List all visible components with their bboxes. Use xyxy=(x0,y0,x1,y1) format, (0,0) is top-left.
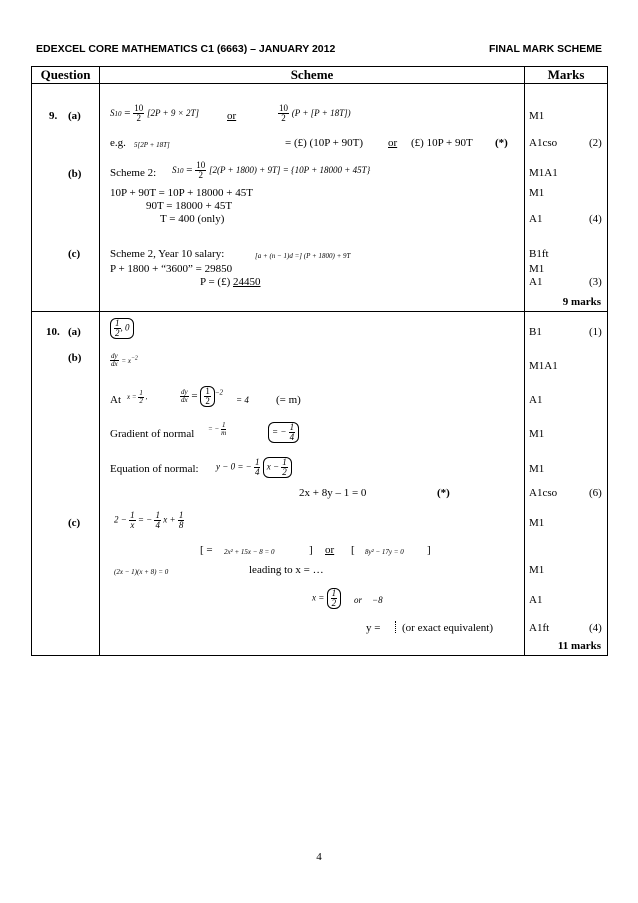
q9a-or: or xyxy=(227,110,237,122)
q10c-factorised: (2x − 1)(x + 8) = 0 xyxy=(114,568,169,576)
q10b-at: At xyxy=(110,394,121,406)
q10a-point: $\frac{1}{2}$ , 0 xyxy=(110,318,134,339)
q10b-total: (6) xyxy=(589,487,602,499)
q10c-mark-3: A1 xyxy=(529,594,543,606)
q10-part-b: (b) xyxy=(68,352,82,364)
page-number: 4 xyxy=(316,851,322,863)
q9a-total: (2) xyxy=(589,137,602,149)
q10b-mark-4: M1 xyxy=(529,463,545,475)
q9c-equation: P + 1800 + “3600” = 29850 xyxy=(110,263,233,275)
q10c-bracket-open: [ = xyxy=(200,544,213,556)
q9b-answer: T = 400 (only) xyxy=(160,213,225,225)
q9a-eg: e.g. xyxy=(110,137,126,149)
q9-part-c: (c) xyxy=(68,248,81,260)
q10b-mark-1: M1A1 xyxy=(529,360,558,372)
q10c-y-label: y = xyxy=(366,622,381,634)
q9b-scheme2-label: Scheme 2: xyxy=(110,167,157,179)
q9a-star: (*) xyxy=(495,137,508,149)
q10b-equation-label: Equation of normal: xyxy=(110,463,199,475)
q10b-m: (= m) xyxy=(276,394,301,406)
q10b-x-value: x = $\frac{1}{2}$ , xyxy=(127,389,148,405)
q9c-label: Scheme 2, Year 10 salary: xyxy=(110,248,225,260)
q9a-result-2: (£) 10P + 90T xyxy=(411,137,473,149)
q10c-exact-equivalent: (or exact equivalent) xyxy=(402,622,494,634)
q10c-or-2: or xyxy=(354,595,363,605)
q10b-star: (*) xyxy=(437,487,450,499)
q9c-mark-1: B1ft xyxy=(529,248,549,260)
column-header-marks: Marks xyxy=(525,67,608,84)
q9a-or-2: or xyxy=(388,137,398,149)
q9a-sum-formula-1: S10 = $\frac{10}{2}$ [2P + 9 × 2T] xyxy=(110,103,199,123)
q10c-bracket-open-2: [ xyxy=(351,544,355,556)
q10c-y-value-placeholder xyxy=(395,621,397,633)
q10c-mark-1: M1 xyxy=(529,517,545,529)
q9c-total: (3) xyxy=(589,276,602,288)
question-10-row xyxy=(32,312,608,656)
q10b-gradient-value: = 4 xyxy=(236,395,249,405)
q10b-mark-3: M1 xyxy=(529,428,545,440)
q9b-mark-1: M1A1 xyxy=(529,167,558,179)
q10c-bracket-close: ] xyxy=(309,544,313,556)
q10-part-a: (a) xyxy=(68,326,81,338)
q10c-intersection-equation: 2 − $\frac{1}{x}$ = − $\frac{1}{4}$ x + $\frac{1}{8}$ xyxy=(114,510,184,530)
q9a-eg-expression: 5[2P + 18T] xyxy=(134,141,170,149)
q9-total-marks: 9 marks xyxy=(562,296,601,308)
q9c-formula: [a + (n − 1)d =] (P + 1800) + 9T xyxy=(255,252,351,260)
q10c-x-solution-2: −8 xyxy=(372,595,383,605)
q10c-x-solution: x = $\frac{1}{2}$ xyxy=(312,588,341,609)
q10a-total: (1) xyxy=(589,326,602,338)
q9b-mark-2: M1 xyxy=(529,187,545,199)
q10c-quadratic-x: 2x² + 15x − 8 = 0 xyxy=(224,548,275,556)
q9a-mark-1: M1 xyxy=(529,110,545,122)
q10c-or: or xyxy=(325,544,335,556)
q10b-mark-2: A1 xyxy=(529,394,543,406)
q9a-result-1: = (£) (10P + 90T) xyxy=(285,137,363,149)
q9b-equation-1: 10P + 90T = 10P + 18000 + 45T xyxy=(110,187,253,199)
q10-number: 10. xyxy=(46,326,60,338)
q10b-normal-gradient-label: Gradient of normal xyxy=(110,428,195,440)
header-scheme-label: FINAL MARK SCHEME xyxy=(489,43,602,55)
column-header-question: Question xyxy=(32,67,100,84)
q10b-mark-5: A1cso xyxy=(529,487,558,499)
q10-total-marks: 11 marks xyxy=(557,640,601,652)
q10c-mark-2: M1 xyxy=(529,564,545,576)
q9c-mark-2: M1 xyxy=(529,263,545,275)
q10c-leading-to: leading to x = … xyxy=(249,564,324,576)
q9a-mark-2: A1cso xyxy=(529,137,558,149)
q9c-mark-3: A1 xyxy=(529,276,543,288)
q10c-mark-4: A1ft xyxy=(529,622,550,634)
q10c-total: (4) xyxy=(589,622,602,634)
column-header-scheme: Scheme xyxy=(100,67,525,84)
q9-number: 9. xyxy=(49,110,58,122)
q9a-sum-formula-2: $\frac{10}{2}$ (P + [P + 18T]) xyxy=(279,103,351,123)
q9-part-b: (b) xyxy=(68,168,82,180)
q9b-equation-2: 90T = 18000 + 45T xyxy=(146,200,233,212)
header-title: EDEXCEL CORE MATHEMATICS C1 (6663) – JANUARY 2012 xyxy=(36,43,336,55)
q10c-bracket-close-2: ] xyxy=(427,544,431,556)
q9b-mark-3: A1 xyxy=(529,213,543,225)
q10b-normal-result: 2x + 8y – 1 = 0 xyxy=(299,487,367,499)
q9b-scheme2-formula: S10 = $\frac{10}{2}$ [2(P + 1800) + 9T] = {10P + 18000 + 45T} xyxy=(172,160,371,180)
q10c-quadratic-y: 8y² − 17y = 0 xyxy=(365,548,404,556)
q10b-derivative: $\frac{dy}{dx}$ = $x^{-2}$ xyxy=(111,352,138,369)
q10b-normal-gradient-value: = − $\frac{1}{4}$ xyxy=(268,422,299,443)
q9-part-a: (a) xyxy=(68,110,81,122)
q10b-normal-equation: y − 0 = − $\frac{1}{4}$ x − $\frac{1}{2}$ xyxy=(216,457,292,478)
q9b-total: (4) xyxy=(589,213,602,225)
q10b-gradient: $\frac{dy}{dx}$ = $\frac{1}{2}$ $^{-2}$ xyxy=(181,386,224,406)
q10-part-c: (c) xyxy=(68,517,81,529)
q9c-answer: P = (£) 24450 xyxy=(200,276,261,288)
q10b-normal-gradient: = − $\frac{1}{m}$ xyxy=(208,421,227,437)
mark-scheme-table xyxy=(31,66,608,656)
question-9-row xyxy=(32,84,608,312)
q10a-mark: B1 xyxy=(529,326,542,338)
